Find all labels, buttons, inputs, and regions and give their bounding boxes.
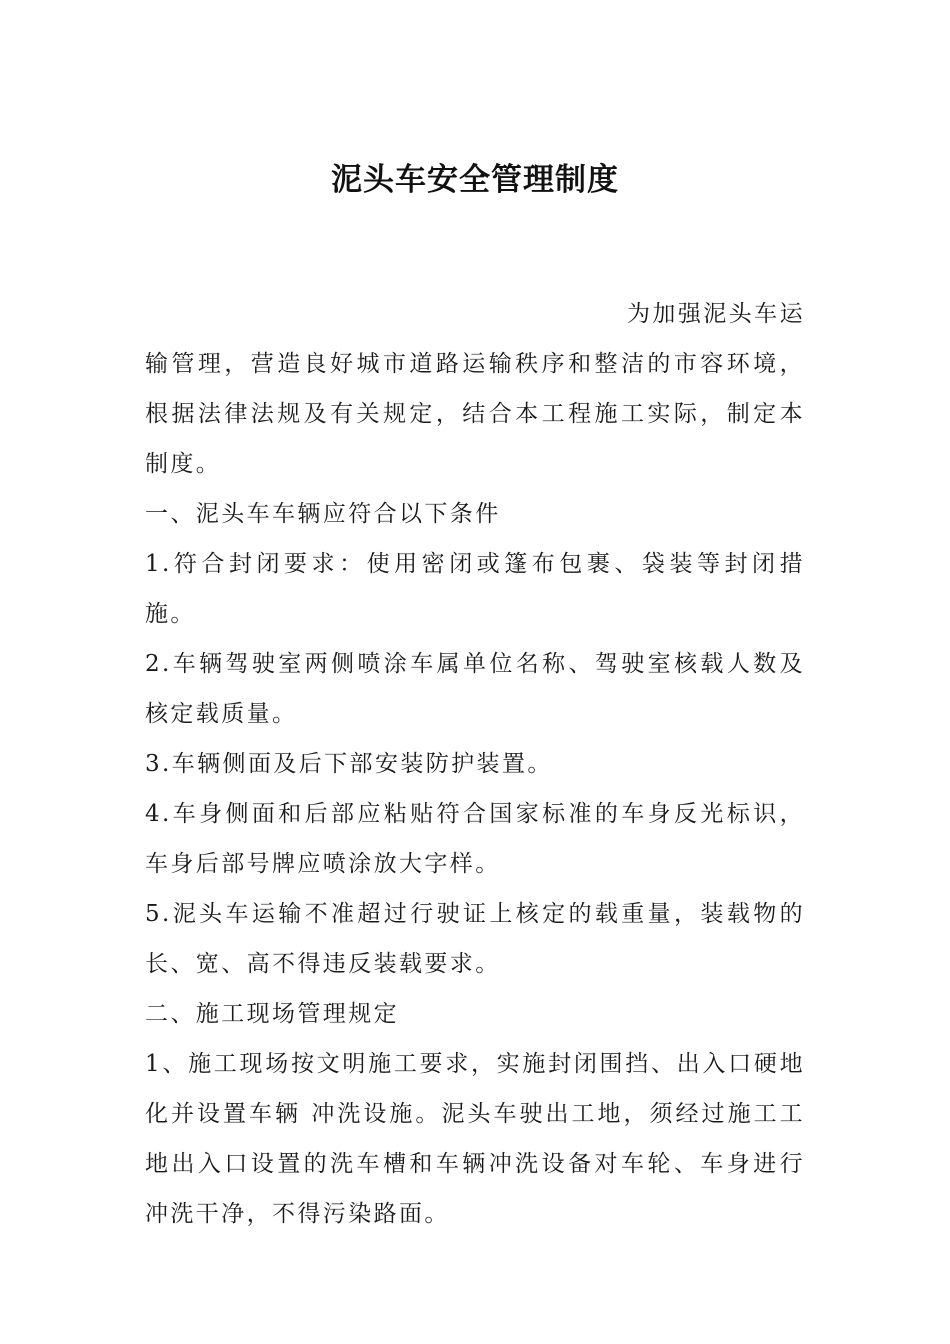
document-body [145,289,805,1239]
intro-paragraph: 为加强泥头车运输管理，营造良好城市道路运输秩序和整洁的市容环境，根据法律法规及有关规定，结合本工程施工实际，制定本制度。 [145,301,805,477]
list-item-vehicle-condition-2: 2.车辆驾驶室两侧喷涂车属单位名称、驾驶室核载人数及核定载质量。 [145,651,805,727]
document-title: 泥头车安全管理制度 [331,162,619,198]
list-item-vehicle-condition-4: 4.车身侧面和后部应粘贴符合国家标准的车身反光标识，车身后部号牌应喷涂放大字样。 [145,801,805,877]
section-heading-vehicle-conditions: 一、泥头车车辆应符合以下条件 [145,501,501,527]
section-heading-site-management: 二、施工现场管理规定 [145,1001,399,1027]
list-item-vehicle-condition-3: 3.车辆侧面及后下部安装防护装置。 [145,751,553,777]
list-item-site-rule-1: 1、施工现场按文明施工要求，实施封闭围挡、出入口硬地化并设置车辆 冲洗设施。泥头车驶出工地，须经过施工工地出入口设置的洗车槽和车辆冲洗设备对车轮、车身进行冲洗干净，不得污染路面。 [145,1051,805,1227]
list-item-vehicle-condition-1: 1.符合封闭要求：使用密闭或篷布包裹、袋装等封闭措施。 [145,551,805,627]
list-item-vehicle-condition-5: 5.泥头车运输不准超过行驶证上核定的载重量，装载物的长、宽、高不得违反装载要求。 [145,901,805,977]
